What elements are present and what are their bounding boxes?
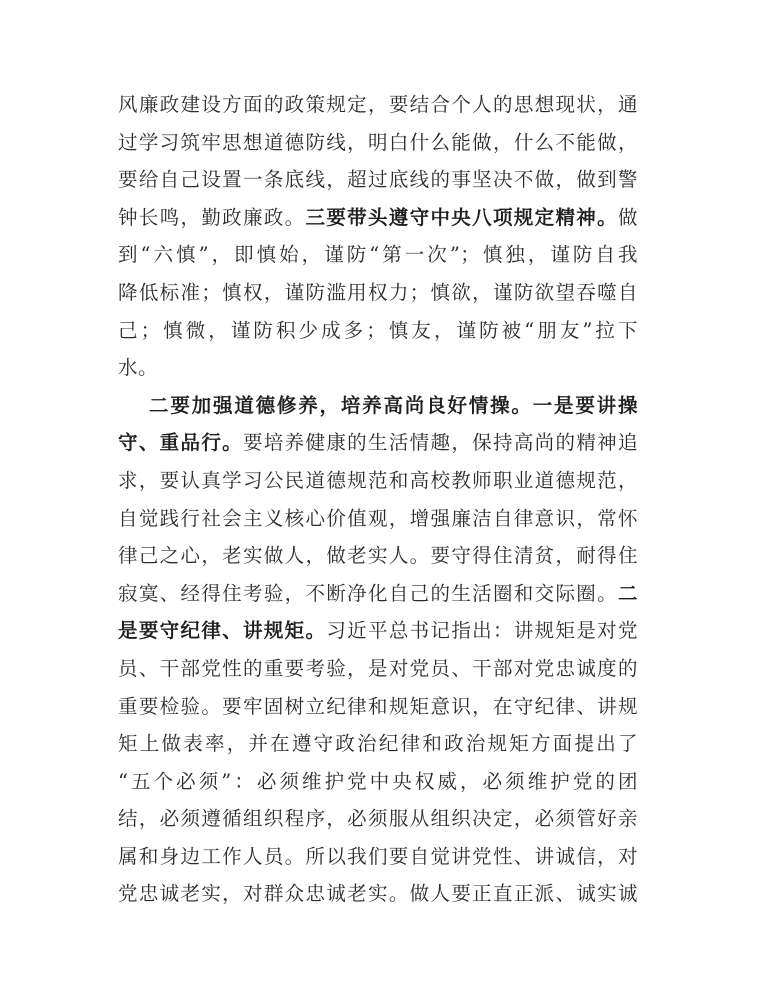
text-line: “五个必须”：必须维护党中央权威，必须维护党的团 (118, 769, 638, 793)
text-line: 重要检验。要牢固树立纪律和规矩意识，在守纪律、讲规 (118, 694, 638, 718)
paragraph-start-line (118, 387, 638, 425)
paragraph-end-line: 水。 (118, 356, 159, 380)
text-line: 矩上做表率，并在遵守政治纪律和政治规矩方面提出了 (118, 732, 638, 756)
text-line: 守、重品行。要培养健康的生活情趣，保持高尚的精神追 (118, 431, 638, 455)
bold-heading: 二 (617, 581, 638, 605)
text-line: 寂寞、经得住考验，不断净化自己的生活圈和交际圈。二 (118, 581, 638, 605)
text-line: 求，要认真学习公民道德规范和高校教师职业道德规范， (118, 468, 638, 492)
bold-heading: 二要加强道德修养，培养高尚良好情操。一是要讲操 (149, 393, 638, 417)
bold-heading: 三要带头遵守中央八项规定精神。 (305, 205, 618, 229)
bold-heading: 是要守纪律、讲规矩。 (118, 619, 327, 643)
text-line: 风廉政建设方面的政策规定，要结合个人的思想现状，通 (118, 93, 638, 116)
text-line: 要给自己设置一条底线，超过底线的事坚决不做，做到警 (118, 168, 638, 192)
text-line: 党忠诚老实，对群众忠诚老实。做人要正直正派、诚实诚 (118, 882, 638, 906)
text-line: 是要守纪律、讲规矩。习近平总书记指出：讲规矩是对党 (118, 619, 638, 643)
text-line: 到“六慎”，即慎始，谨防“第一次”；慎独，谨防自我 (118, 243, 638, 267)
bold-heading: 守、重品行。 (118, 431, 243, 455)
text-line: 过学习筑牢思想道德防线，明白什么能做，什么不能做， (118, 130, 638, 154)
text-line: 律己之心，老实做人，做老实人。要守得住清贫，耐得住 (118, 544, 638, 568)
text-line: 钟长鸣，勤政廉政。三要带头遵守中央八项规定精神。做 (118, 205, 638, 229)
text-line: 结，必须遵循组织程序，必须服从组织决定，必须管好亲 (118, 807, 638, 831)
text-line: 己；慎微，谨防积少成多；慎友，谨防被“朋友”拉下 (118, 318, 638, 342)
text-line: 属和身边工作人员。所以我们要自觉讲党性、讲诚信，对 (118, 844, 638, 868)
body-text (118, 86, 638, 913)
text-line: 降低标准；慎权，谨防滥用权力；慎欲，谨防欲望吞噬自 (118, 280, 638, 304)
text-line: 自觉践行社会主义核心价值观，增强廉洁自律意识，常怀 (118, 506, 638, 530)
text-line: 员、干部党性的重要考验，是对党员、干部对党忠诚度的 (118, 656, 638, 680)
